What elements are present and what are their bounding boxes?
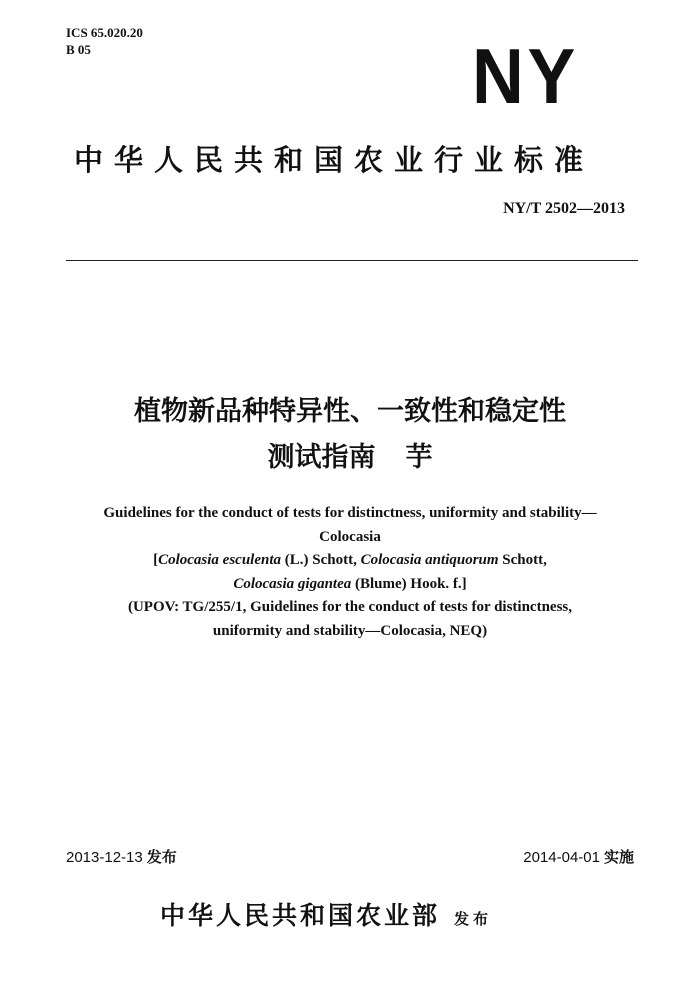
author-esculenta: (L.) Schott,: [284, 552, 357, 568]
chinese-title-line-2-main: 测试指南: [267, 442, 376, 473]
species-antiquorum: Colocasia antiquorum: [360, 552, 499, 568]
header-divider: [66, 260, 638, 261]
chinese-title-line-1: 植物新品种特异性、一致性和稳定性: [134, 396, 566, 427]
author-gigantea: (Blume) Hook. f.]: [355, 575, 467, 592]
publisher-name: 中华人民共和国农业部: [160, 901, 441, 930]
chinese-title-line-2: [60, 435, 640, 481]
issue-date-block: [66, 846, 177, 867]
upov-reference-line-2: uniformity and stability—Colocasia, NEQ): [212, 622, 488, 639]
issue-label: 发布: [146, 849, 177, 866]
author-antiquorum: Schott,: [502, 552, 547, 568]
species-line-1: [40, 549, 660, 573]
ccs-code: B 05: [66, 42, 91, 57]
upov-reference-line-1: (UPOV: TG/255/1, Guidelines for the conduct of tests for distinctness,: [127, 599, 573, 615]
species-esculenta: Colocasia esculenta: [158, 552, 282, 568]
bracket-open: [: [153, 552, 159, 568]
english-title: [40, 502, 660, 643]
issue-date: 2013-12-13: [66, 849, 143, 866]
chinese-title: [60, 389, 640, 481]
publisher-line: [160, 896, 492, 932]
classification-codes: [66, 24, 143, 58]
species-line-2: [40, 573, 660, 597]
effective-date: 2014-04-01: [523, 849, 600, 866]
english-title-line-2: Colocasia: [319, 528, 381, 545]
chinese-title-crop: 芋: [405, 442, 433, 473]
english-title-line-1: Guidelines for the conduct of tests for distinctness, uniformity and stability—: [103, 505, 597, 521]
standard-number: NY/T 2502—2013: [503, 200, 625, 217]
publisher-action: 发布: [454, 910, 493, 928]
ny-logo: NY: [472, 32, 580, 120]
ics-code: ICS 65.020.20: [66, 25, 143, 40]
species-gigantea: Colocasia gigantea: [233, 575, 352, 592]
effective-label: 实施: [603, 849, 634, 866]
effective-date-block: [523, 846, 634, 867]
standard-category-title: 中华人民共和国农业行业标准: [74, 143, 595, 177]
